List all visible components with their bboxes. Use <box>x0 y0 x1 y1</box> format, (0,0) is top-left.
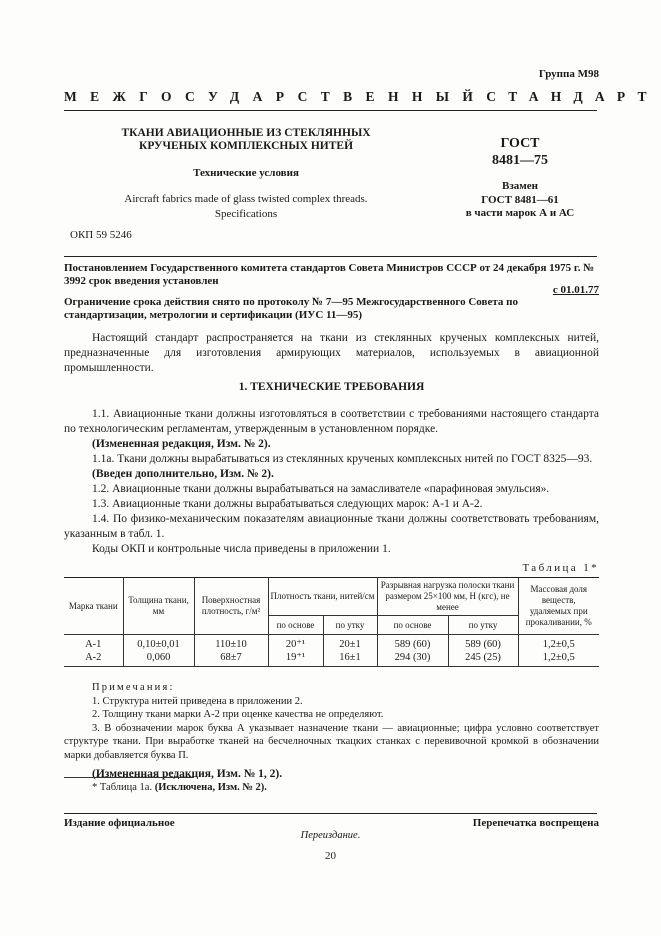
clause-1-1: 1.1. Авиационные ткани должны изготовляться в соответствии с требованиями настоящего стандарта по технологическим регламентам, утвержденным в установленном порядке. <box>64 408 599 435</box>
table-cell: 0,060 <box>123 651 194 667</box>
col-weft: по утку <box>323 616 377 635</box>
specs-table <box>64 577 599 667</box>
reedition-label: Переиздание. <box>300 830 361 841</box>
table-cell: 20±1 <box>323 635 377 652</box>
footer-rule <box>64 813 597 814</box>
note-3: 3. В обозначении марок буква А указывает назначение ткани — авиационные; цифра условно соответствует структуре ткани. При выработке тканей на бесчелночных ткацких станках с перевивочной кромкой в обозначении марки добавляется буква П. <box>64 722 599 761</box>
english-title: Aircraft fabrics made of glass twisted complex threads. Specifications <box>124 193 368 220</box>
section-heading: 1. ТЕХНИЧЕСКИЕ ТРЕБОВАНИЯ <box>238 381 425 393</box>
amendment-note: (Измененная редакция, Изм. № 2). <box>92 438 271 450</box>
note-1: 1. Структура нитей приведена в приложении 2. <box>92 695 303 707</box>
col-oil-content: Массовая доля веществ, удаляемых при прокаливании, % <box>518 578 599 635</box>
clause-1-4: 1.4. По физико-механическим показателям авиационные ткани должны соответствовать требованиям, указанным в табл. 1. <box>64 513 599 540</box>
document-subtitle: Технические условия <box>193 167 299 179</box>
limit-removed-text: Ограничение срока действия снято по протоколу № 7—95 Межгосударственного Совета по стандартизации, метрологии и сертификации (ИУС 11—95) <box>64 296 518 321</box>
notes-heading: Примечания: <box>92 682 175 693</box>
table-cell: 294 (30) <box>377 651 448 667</box>
okp-reference: Коды ОКП и контрольные числа приведены в приложении 1. <box>92 543 391 555</box>
footnote: * Таблица 1а. (Исключена, Изм. № 2). <box>92 782 267 793</box>
table-cell: 0,10±0,01 <box>123 635 194 652</box>
clause-1-2: 1.2. Авиационные ткани должны вырабатываться на замасливателе «парафиновая эмульсия». <box>92 483 550 495</box>
col-warp: по основе <box>268 616 323 635</box>
section1-body <box>64 407 599 557</box>
table-cell: 589 (60) <box>377 635 448 652</box>
okp-code: ОКП 59 5246 <box>70 229 132 241</box>
col-weft: по утку <box>448 616 518 635</box>
decree-text: Постановлением Государственного комитета стандартов Совета Министров СССР от 24 декабря 1975 г. № 3992 срок введения установлен <box>64 262 595 287</box>
intro-paragraph: Настоящий стандарт распространяется на ткани из стеклянных крученых комплексных нитей, предназначенные для изготовления армирующих материалов, используемых в авиационной промышленности. <box>64 332 599 374</box>
banner-left: МЕЖГОСУДАРСТВЕННЫЙ <box>64 89 487 104</box>
standard-banner <box>64 89 659 105</box>
clause-1-1a: 1.1а. Ткани должны вырабатываться из стеклянных крученых комплексных нитей по ГОСТ 8325—93. <box>92 453 593 465</box>
col-grade: Марка ткани <box>64 578 123 635</box>
table-cell: 68±7 <box>194 651 268 667</box>
official-edition: Издание официальное <box>64 817 175 829</box>
clause-1-3: 1.3. Авиационные ткани должны вырабатываться следующих марок: А-1 и А-2. <box>92 498 483 510</box>
col-breaking-load: Разрывная нагрузка полоски ткани размером 25×100 мм, Н (кгс), не менее <box>377 578 518 616</box>
col-warp: по основе <box>377 616 448 635</box>
group-code: Группа М98 <box>538 68 599 80</box>
table-cell: А-1 <box>64 635 123 652</box>
table-cell: 16±1 <box>323 651 377 667</box>
table-caption: Таблица 1* <box>522 562 599 574</box>
table-cell: 245 (25) <box>448 651 518 667</box>
note-2: 2. Толщину ткани марки А-2 при оценке качества не определяют. <box>92 709 384 720</box>
col-surface-density: Поверхностная плотность, г/м² <box>194 578 268 635</box>
table-row <box>64 651 599 667</box>
table-cell: А-2 <box>64 651 123 667</box>
document-title: ТКАНИ АВИАЦИОННЫЕ ИЗ СТЕКЛЯННЫХ КРУЧЕНЫХ КОМПЛЕКСНЫХ НИТЕЙ <box>121 127 371 152</box>
table-cell: 20⁺¹ <box>268 635 323 652</box>
table-notes <box>64 681 599 782</box>
notes-amendment: (Измененная редакция, Изм. № 1, 2). <box>92 768 283 780</box>
gost-number: ГОСТ 8481—75 <box>492 136 548 168</box>
table-cell: 589 (60) <box>448 635 518 652</box>
banner-right: СТАНДАРТ <box>486 89 659 104</box>
col-thickness: Толщина ткани, мм <box>123 578 194 635</box>
table-cell: 1,2±0,5 <box>518 635 599 652</box>
table-cell: 19⁺¹ <box>268 651 323 667</box>
table-cell: 1,2±0,5 <box>518 651 599 667</box>
header-rule <box>64 110 597 111</box>
decree-rule <box>64 256 597 257</box>
effective-date: с 01.01.77 <box>552 284 599 296</box>
table-row <box>64 635 599 652</box>
amendment-note: (Введен дополнительно, Изм. № 2). <box>92 468 274 480</box>
replaces-block: Взамен ГОСТ 8481—61 в части марок А и АС <box>465 180 575 219</box>
col-thread-density: Плотность ткани, нитей/см <box>268 578 377 616</box>
table-cell: 110±10 <box>194 635 268 652</box>
page-number: 20 <box>325 850 336 862</box>
reprint-prohibited: Перепечатка воспрещена <box>472 817 599 829</box>
footnote-rule <box>64 777 194 778</box>
